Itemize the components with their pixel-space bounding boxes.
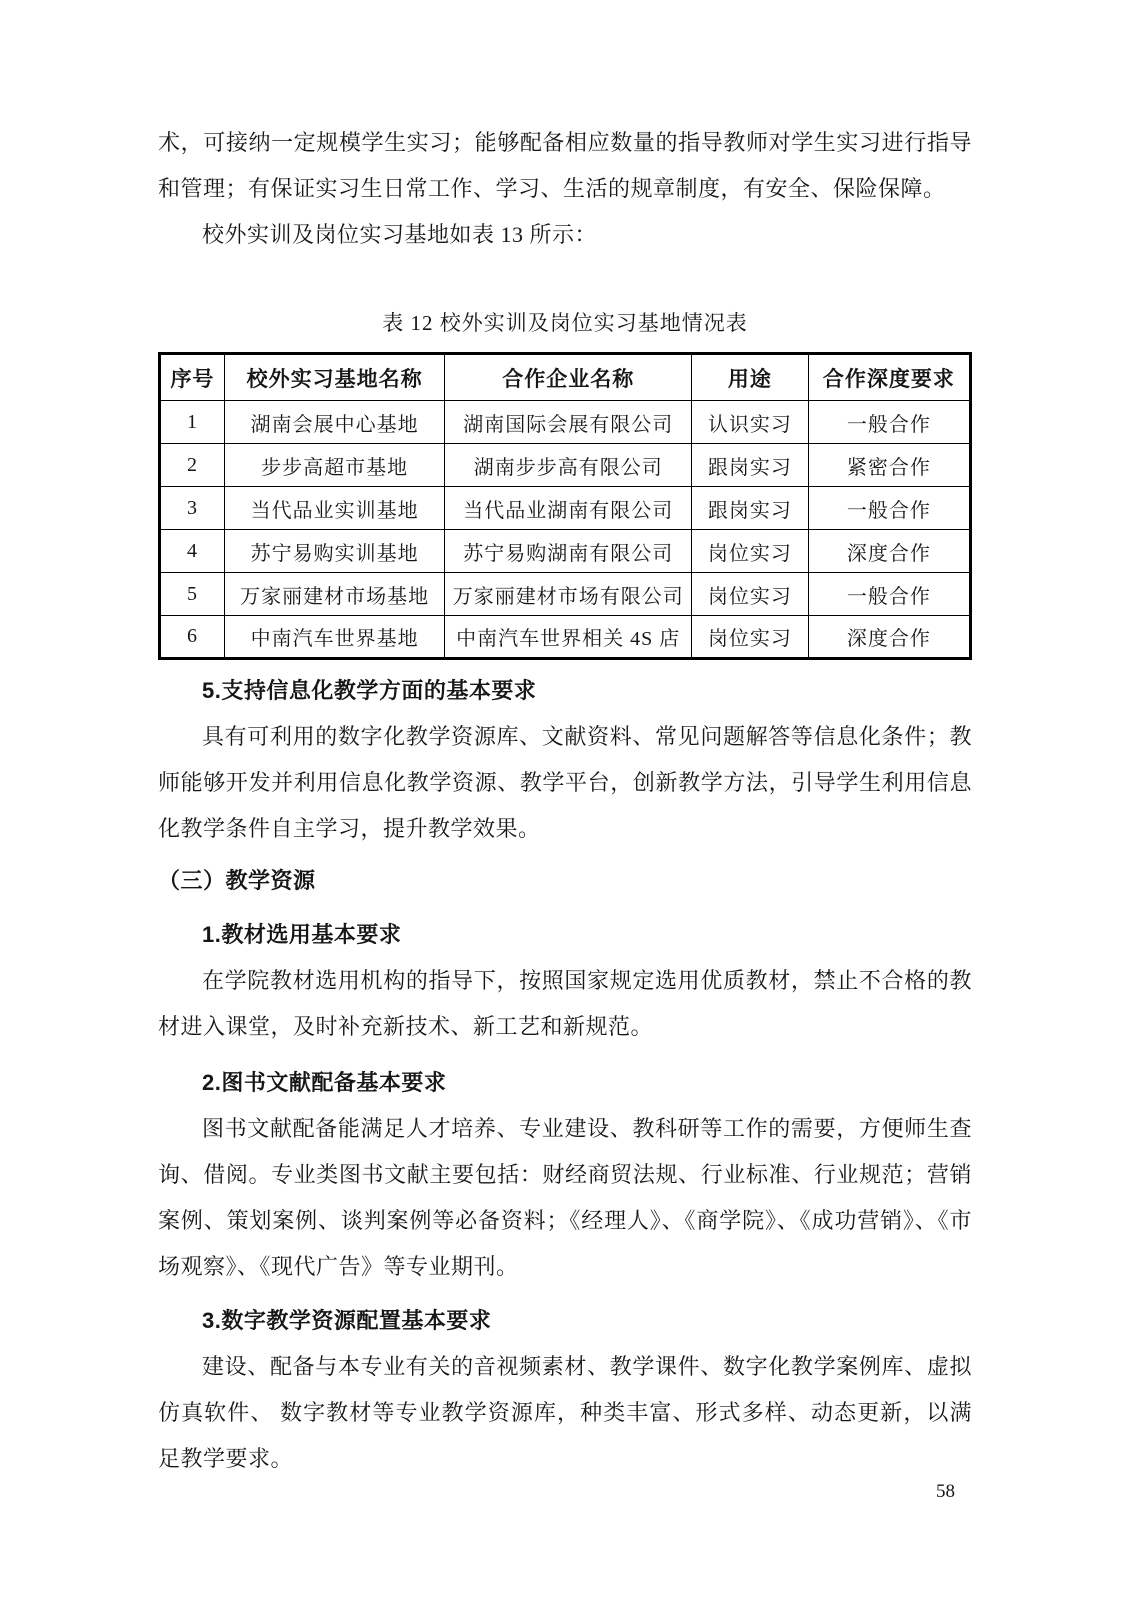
section-5-heading: 5.支持信息化教学方面的基本要求 [202, 678, 537, 703]
cell-cooperation-depth: 紧密合作 [808, 444, 970, 487]
section-5-paragraph: 具有可利用的数字化教学资源库、文献资料、常见问题解答等信息化条件；教师能够开发并利用信息化教学资源、教学平台，创新教学方法，引导学生利用信息化教学条件自主学习，提升教学效果。 [158, 724, 972, 841]
table-row [160, 444, 971, 487]
cell-company-name: 湖南步步高有限公司 [445, 444, 692, 487]
table-row [160, 530, 971, 573]
subsection-1-heading: 1.教材选用基本要求 [202, 922, 402, 947]
cell-cooperation-depth: 深度合作 [808, 616, 970, 659]
cell-index: 3 [160, 487, 225, 530]
section-three-heading: （三）教学资源 [158, 868, 316, 893]
cell-company-name: 万家丽建材市场有限公司 [445, 573, 692, 616]
column-header-purpose: 用途 [691, 354, 808, 401]
cell-cooperation-depth: 一般合作 [808, 401, 970, 444]
subsection-2-paragraph: 图书文献配备能满足人才培养、专业建设、教科研等工作的需要，方便师生查询、借阅。专业类图书文献主要包括：财经商贸法规、行业标准、行业规范；营销案例、策划案例、谈判案例等必备资料；《经理人》、《商学院》、《成功营销》、《市场观察》、《现代广告》等专业期刊。 [158, 1116, 972, 1279]
cell-base-name: 湖南会展中心基地 [224, 401, 445, 444]
cell-index: 5 [160, 573, 225, 616]
column-header-company-name: 合作企业名称 [445, 354, 692, 401]
column-header-cooperation-depth: 合作深度要求 [808, 354, 970, 401]
cell-cooperation-depth: 一般合作 [808, 487, 970, 530]
cell-company-name: 中南汽车世界相关 4S 店 [445, 616, 692, 659]
cell-cooperation-depth: 一般合作 [808, 573, 970, 616]
paragraph-table-reference: 校外实训及岗位实习基地如表 13 所示： [202, 222, 598, 247]
subsection-2-heading: 2.图书文献配备基本要求 [202, 1070, 447, 1095]
table-row [160, 616, 971, 659]
subsection-1-paragraph: 在学院教材选用机构的指导下，按照国家规定选用优质教材，禁止不合格的教材进入课堂，及时补充新技术、新工艺和新规范。 [158, 968, 972, 1039]
practice-base-table [158, 352, 972, 660]
cell-base-name: 当代品业实训基地 [224, 487, 445, 530]
cell-company-name: 苏宁易购湖南有限公司 [445, 530, 692, 573]
cell-purpose: 岗位实习 [691, 616, 808, 659]
cell-index: 1 [160, 401, 225, 444]
subsection-3-heading: 3.数字教学资源配置基本要求 [202, 1308, 492, 1333]
cell-company-name: 湖南国际会展有限公司 [445, 401, 692, 444]
table-row [160, 573, 971, 616]
cell-cooperation-depth: 深度合作 [808, 530, 970, 573]
cell-purpose: 岗位实习 [691, 530, 808, 573]
cell-base-name: 步步高超市基地 [224, 444, 445, 487]
cell-purpose: 跟岗实习 [691, 487, 808, 530]
cell-purpose: 跟岗实习 [691, 444, 808, 487]
cell-company-name: 当代品业湖南有限公司 [445, 487, 692, 530]
paragraph-continuation: 术，可接纳一定规模学生实习；能够配备相应数量的指导教师对学生实习进行指导和管理；有保证实习生日常工作、学习、生活的规章制度，有安全、保险保障。 [158, 130, 972, 201]
cell-base-name: 苏宁易购实训基地 [224, 530, 445, 573]
table-row [160, 401, 971, 444]
table-header-row [160, 354, 971, 401]
cell-index: 4 [160, 530, 225, 573]
subsection-3-paragraph: 建设、配备与本专业有关的音视频素材、教学课件、数字化教学案例库、虚拟仿真软件、 数字教材等专业教学资源库，种类丰富、形式多样、动态更新，以满足教学要求。 [158, 1354, 972, 1471]
table-row [160, 487, 971, 530]
cell-base-name: 中南汽车世界基地 [224, 616, 445, 659]
column-header-index: 序号 [160, 354, 225, 401]
cell-purpose: 岗位实习 [691, 573, 808, 616]
cell-index: 2 [160, 444, 225, 487]
cell-base-name: 万家丽建材市场基地 [224, 573, 445, 616]
cell-index: 6 [160, 616, 225, 659]
column-header-base-name: 校外实习基地名称 [224, 354, 445, 401]
page-number: 58 [936, 1481, 955, 1502]
table-caption: 表 12 校外实训及岗位实习基地情况表 [382, 311, 748, 335]
cell-purpose: 认识实习 [691, 401, 808, 444]
page-content [158, 120, 972, 1482]
